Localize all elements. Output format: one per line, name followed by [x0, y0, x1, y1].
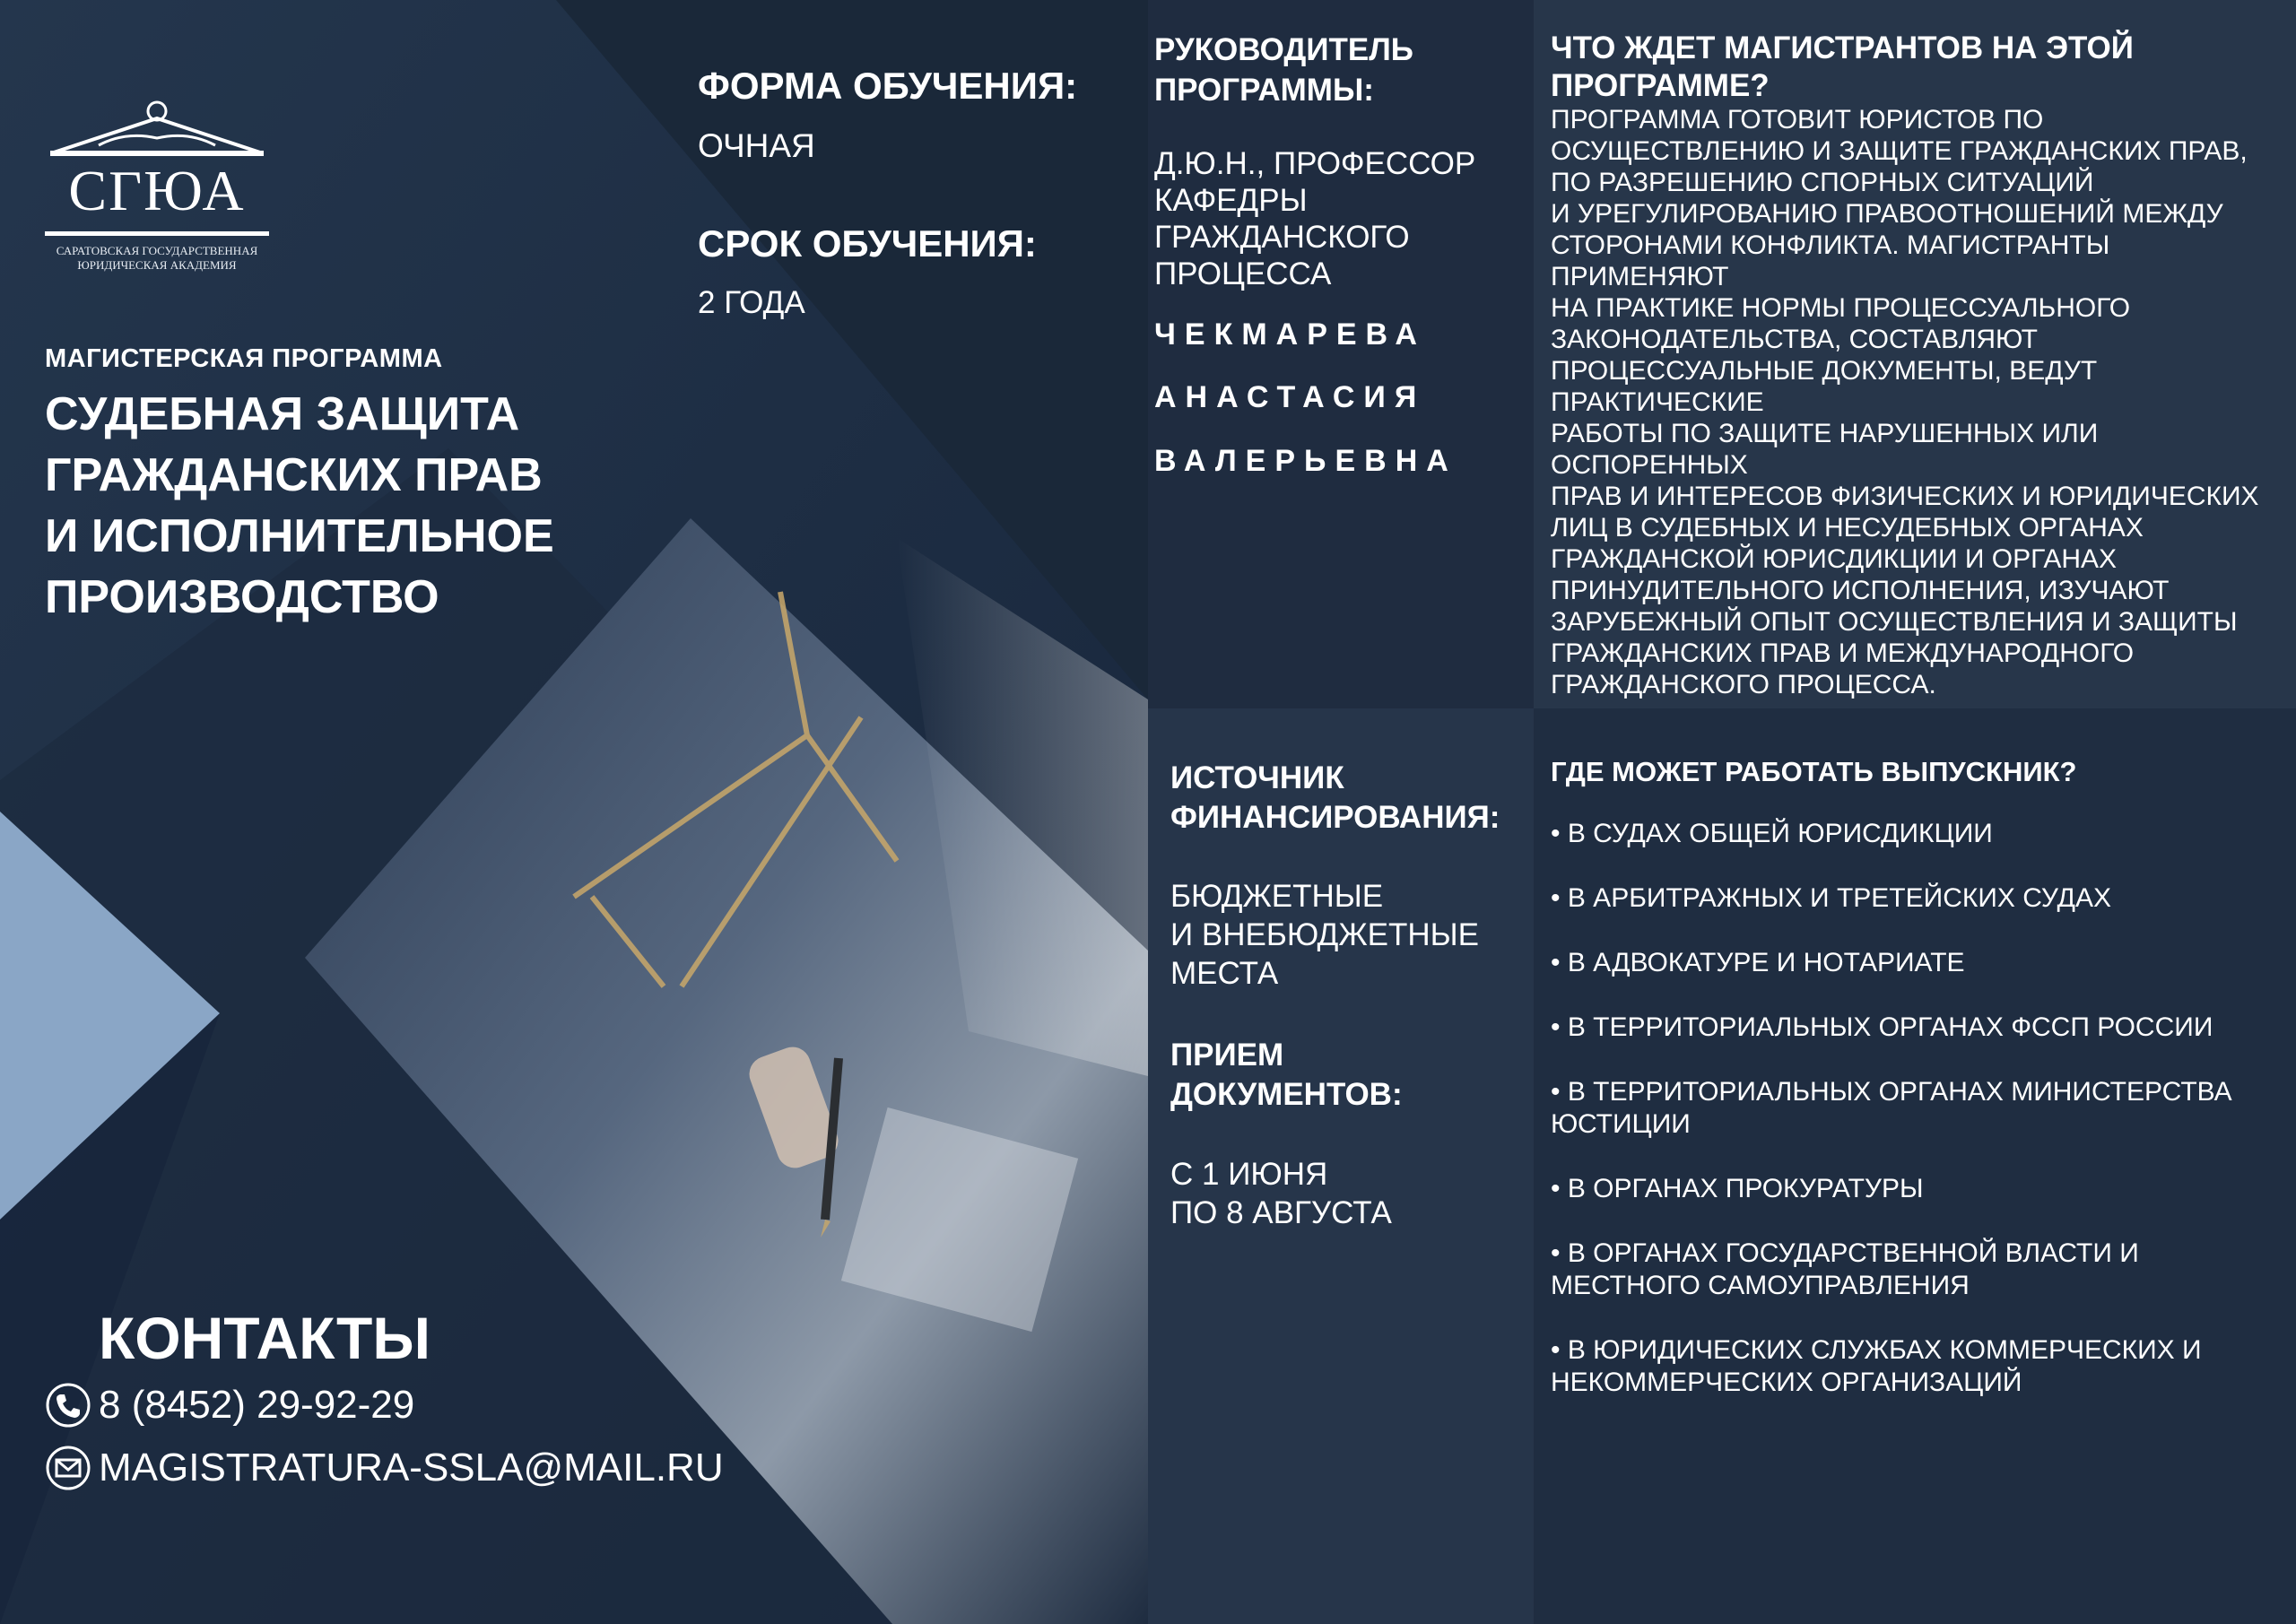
logo-name: СГЮА — [68, 159, 246, 222]
expect-text-line: ГРАЖДАНСКОГО ПРОЦЕССА. — [1551, 670, 1936, 699]
expect-text-line: ПРОГРАММА ГОТОВИТ ЮРИСТОВ ПО — [1551, 105, 2044, 135]
phone-icon — [45, 1382, 91, 1429]
study-form-title: ФОРМА ОБУЧЕНИЯ: — [698, 65, 1078, 107]
program-title-line: СУДЕБНАЯ ЗАЩИТА — [45, 388, 520, 440]
list-item — [1551, 1076, 2277, 1141]
documents-title — [1170, 1036, 1529, 1115]
expect-text-line: ЗАКОНОДАТЕЛЬСТВА, СОСТАВЛЯЮТ — [1551, 325, 2038, 354]
email-icon — [45, 1445, 91, 1491]
list-item — [1551, 818, 2277, 850]
leader-desc-line: ПРОЦЕССА — [1154, 256, 1332, 291]
leader-title — [1154, 30, 1513, 110]
program-title-line: И ИСПОЛНИТЕЛЬНОЕ — [45, 510, 554, 562]
funding-title — [1170, 759, 1547, 838]
careers-list — [1551, 818, 2277, 1431]
logo-base-line-icon — [45, 231, 269, 239]
phone-contact[interactable] — [45, 1382, 414, 1429]
leader-desc-line: ГРАЖДАНСКОГО — [1154, 220, 1410, 255]
funding-value-line: МЕСТА — [1170, 956, 1279, 991]
leader-surname: ЧЕКМАРЕВА — [1154, 317, 1426, 352]
expect-text-line: ЗАРУБЕЖНЫЙ ОПЫТ ОСУЩЕСТВЛЕНИЯ И ЗАЩИТЫ — [1551, 607, 2238, 637]
study-form-value: ОЧНАЯ — [698, 127, 815, 164]
phone-number[interactable]: 8 (8452) 29-92-29 — [99, 1383, 415, 1427]
expect-text-line: ЛИЦ В СУДЕБНЫХ И НЕСУДЕБНЫХ ОРГАНАХ — [1551, 513, 2144, 543]
expect-title-line: ЧТО ЖДЕТ МАГИСТРАНТОВ НА ЭТОЙ — [1551, 30, 2134, 65]
email-address[interactable]: MAGISTRATURA-SSLA@MAIL.RU — [99, 1446, 724, 1489]
list-item — [1551, 882, 2277, 915]
email-contact[interactable] — [45, 1445, 724, 1491]
career-line: • В ЮРИДИЧЕСКИХ СЛУЖБАХ КОММЕРЧЕСКИХ И — [1551, 1335, 2202, 1365]
list-item — [1551, 1238, 2277, 1302]
career-line: ЮСТИЦИИ — [1551, 1109, 1691, 1139]
expect-title — [1551, 30, 2268, 105]
funding-title-line: ИСТОЧНИК — [1170, 760, 1344, 795]
program-title — [45, 384, 673, 628]
funding-title-line: ФИНАНСИРОВАНИЯ: — [1170, 800, 1500, 835]
list-item — [1551, 1334, 2277, 1399]
career-line: • В АРБИТРАЖНЫХ И ТРЕТЕЙСКИХ СУДАХ — [1551, 883, 2111, 913]
leader-title-line: РУКОВОДИТЕЛЬ — [1154, 32, 1413, 67]
career-line: • В ТЕРРИТОРИАЛЬНЫХ ОРГАНАХ МИНИСТЕРСТВА — [1551, 1077, 2232, 1107]
documents-date-line: С 1 ИЮНЯ — [1170, 1157, 1328, 1192]
logo-pediment-icon — [45, 99, 269, 161]
contacts-title: КОНТАКТЫ — [99, 1305, 430, 1371]
expect-text-line: ПРИНУДИТЕЛЬНОГО ИСПОЛНЕНИЯ, ИЗУЧАЮТ — [1551, 576, 2170, 605]
documents-date-line: ПО 8 АВГУСТА — [1170, 1195, 1392, 1230]
expect-text — [1551, 104, 2277, 700]
documents-title-line: ПРИЕМ — [1170, 1038, 1284, 1073]
leader-first-name: АНАСТАСИЯ — [1154, 380, 1426, 414]
program-label: МАГИСТЕРСКАЯ ПРОГРАММА — [45, 344, 443, 373]
list-item — [1551, 1012, 2277, 1044]
study-term-title: СРОК ОБУЧЕНИЯ: — [698, 222, 1037, 265]
expect-text-line: ОСУЩЕСТВЛЕНИЮ И ЗАЩИТЕ ГРАЖДАНСКИХ ПРАВ, — [1551, 136, 2248, 166]
career-line: • В СУДАХ ОБЩЕЙ ЮРИСДИКЦИИ — [1551, 819, 1993, 848]
leader-desc-line: КАФЕДРЫ — [1154, 183, 1308, 218]
logo-subtitle: САРАТОВСКАЯ ГОСУДАРСТВЕННАЯ ЮРИДИЧЕСКАЯ АКАДЕМИЯ — [56, 244, 258, 272]
expect-text-line: ПРАВ И ИНТЕРЕСОВ ФИЗИЧЕСКИХ И ЮРИДИЧЕСКИХ — [1551, 482, 2259, 511]
expect-text-line: НА ПРАКТИКЕ НОРМЫ ПРОЦЕССУАЛЬНОГО — [1551, 293, 2131, 323]
career-line: • В ОРГАНАХ ГОСУДАРСТВЕННОЙ ВЛАСТИ И — [1551, 1238, 2139, 1268]
expect-title-line: ПРОГРАММЕ? — [1551, 68, 1770, 103]
career-line: НЕКОММЕРЧЕСКИХ ОРГАНИЗАЦИЙ — [1551, 1368, 2022, 1397]
career-line: МЕСТНОГО САМОУПРАВЛЕНИЯ — [1551, 1271, 1970, 1300]
career-line: • В ОРГАНАХ ПРОКУРАТУРЫ — [1551, 1174, 1924, 1203]
list-item — [1551, 1173, 2277, 1205]
documents-title-line: ДОКУМЕНТОВ: — [1170, 1077, 1403, 1112]
program-title-line: ГРАЖДАНСКИХ ПРАВ — [45, 449, 543, 501]
program-title-line: ПРОИЗВОДСТВО — [45, 571, 439, 623]
career-line: • В АДВОКАТУРЕ И НОТАРИАТЕ — [1551, 948, 1965, 977]
funding-value — [1170, 877, 1529, 993]
expect-text-line: ПРОЦЕССУАЛЬНЫЕ ДОКУМЕНТЫ, ВЕДУТ ПРАКТИЧЕСКИЕ — [1551, 356, 2098, 417]
expect-text-line: И УРЕГУЛИРОВАНИЮ ПРАВООТНОШЕНИЙ МЕЖДУ — [1551, 199, 2223, 229]
documents-dates — [1170, 1155, 1529, 1232]
leader-title-line: ПРОГРАММЫ: — [1154, 73, 1374, 108]
funding-value-line: И ВНЕБЮДЖЕТНЫЕ — [1170, 917, 1479, 952]
expect-text-line: ПО РАЗРЕШЕНИЮ СПОРНЫХ СИТУАЦИЙ — [1551, 168, 2094, 197]
expect-text-line: ГРАЖДАНСКИХ ПРАВ И МЕЖДУНАРОДНОГО — [1551, 638, 2135, 668]
funding-value-line: БЮДЖЕТНЫЕ — [1170, 879, 1384, 914]
list-item — [1551, 947, 2277, 979]
leader-description — [1154, 145, 1531, 292]
expect-text-line: РАБОТЫ ПО ЗАЩИТЕ НАРУШЕННЫХ ИЛИ ОСПОРЕННЫХ — [1551, 419, 2099, 480]
study-term-value: 2 ГОДА — [698, 285, 805, 320]
academy-logo — [45, 99, 269, 278]
leader-desc-line: Д.Ю.Н., ПРОФЕССОР — [1154, 146, 1476, 181]
expect-text-line: СТОРОНАМИ КОНФЛИКТА. МАГИСТРАНТЫ ПРИМЕНЯЮТ — [1551, 230, 2110, 291]
expect-text-line: ГРАЖДАНСКОЙ ЮРИСДИКЦИИ И ОРГАНАХ — [1551, 544, 2118, 574]
careers-title: ГДЕ МОЖЕТ РАБОТАТЬ ВЫПУСКНИК? — [1551, 756, 2077, 787]
leader-patronymic: ВАЛЕРЬЕВНА — [1154, 444, 1457, 478]
career-line: • В ТЕРРИТОРИАЛЬНЫХ ОРГАНАХ ФССП РОССИИ — [1551, 1012, 2213, 1042]
